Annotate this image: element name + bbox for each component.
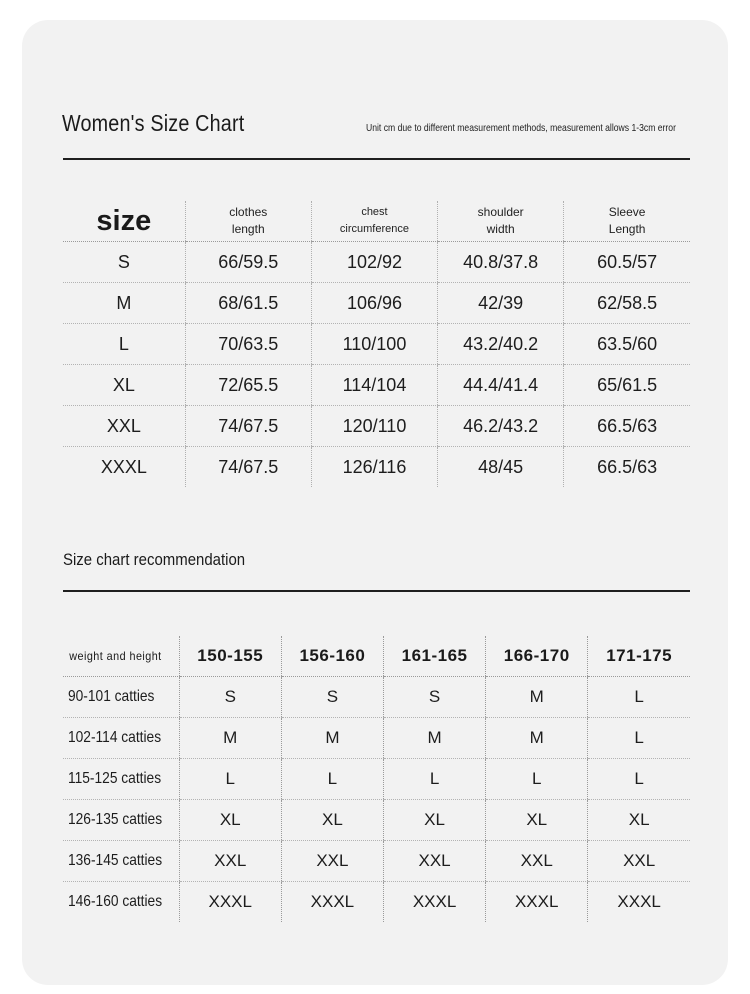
weight-row-label (63, 800, 179, 841)
table-row (63, 882, 690, 923)
table-row (63, 677, 690, 718)
recommended-size-cell: M (486, 677, 588, 718)
height-column-header: 166-170 (486, 636, 588, 677)
measurement-cell: 46.2/43.2 (438, 406, 564, 447)
table-row (63, 447, 690, 488)
measurement-cell: 62/58.5 (564, 283, 690, 324)
column-header-sleeve-length (564, 201, 690, 242)
size-label-cell: S (63, 242, 185, 283)
recommended-size-cell: XXXL (486, 882, 588, 923)
recommended-size-cell: XL (383, 800, 485, 841)
recommended-size-cell: XXXL (588, 882, 690, 923)
recommended-size-cell: L (179, 759, 281, 800)
weight-row-label-text: 115-125 catties (68, 770, 162, 787)
measurement-cell: 66/59.5 (185, 242, 311, 283)
table-row (63, 759, 690, 800)
size-label-cell: L (63, 324, 185, 365)
measurement-cell: 66.5/63 (564, 447, 690, 488)
size-label-cell: XXXL (100, 456, 147, 477)
recommended-size-cell: M (383, 718, 485, 759)
measurement-cell: 40.8/37.8 (438, 242, 564, 283)
measurement-cell: 65/61.5 (564, 365, 690, 406)
weight-row-label-text: 146-160 catties (68, 893, 163, 910)
page-title: Women's Size Chart (62, 110, 245, 136)
size-label-cell: XL (63, 365, 185, 406)
weight-row-label-text: 90-101 catties (68, 688, 155, 705)
measurement-cell: 102/92 (311, 242, 437, 283)
table-row (63, 406, 690, 447)
table-row (63, 800, 690, 841)
measurement-cell: 106/96 (311, 283, 437, 324)
recommended-size-cell: XXXL (281, 882, 383, 923)
size-label-cell: XXL (63, 406, 185, 447)
measurement-cell: 110/100 (311, 324, 437, 365)
header-line: chest (361, 206, 388, 218)
weight-row-label (63, 841, 179, 882)
column-header-chest-circumference (311, 201, 437, 242)
weight-row-label-text: 136-145 catties (68, 852, 163, 869)
measurement-cell: 63.5/60 (564, 324, 690, 365)
recommended-size-cell: L (588, 718, 690, 759)
size-chart-table (63, 201, 690, 487)
recommended-size-cell: S (281, 677, 383, 718)
measurement-cell: 42/39 (438, 283, 564, 324)
table-row (63, 718, 690, 759)
recommended-size-cell: XXXL (383, 882, 485, 923)
weight-row-label (63, 759, 179, 800)
measurement-cell: 114/104 (311, 365, 437, 406)
height-column-header: 161-165 (383, 636, 485, 677)
weight-row-label-text: 126-135 catties (68, 811, 163, 828)
height-column-header: 156-160 (281, 636, 383, 677)
title-divider (63, 158, 690, 160)
measurement-cell: 68/61.5 (185, 283, 311, 324)
header-line: Sleeve (608, 205, 646, 219)
recommended-size-cell: L (588, 759, 690, 800)
header-line: length (231, 222, 265, 236)
recommended-size-cell: S (179, 677, 281, 718)
size-label-cell: M (63, 283, 185, 324)
height-column-header: 171-175 (588, 636, 690, 677)
recommendation-title: Size chart recommendation (63, 550, 246, 569)
recommended-size-cell: XXL (486, 841, 588, 882)
measurement-cell: 66.5/63 (564, 406, 690, 447)
height-column-header: 150-155 (179, 636, 281, 677)
weight-row-label (63, 677, 179, 718)
recommendation-divider (63, 590, 690, 592)
weight-row-label-text: 102-114 catties (68, 729, 162, 746)
measurement-cell: 74/67.5 (185, 406, 311, 447)
measurement-cell: 126/116 (311, 447, 437, 488)
recommended-size-cell: L (281, 759, 383, 800)
weight-row-label (63, 882, 179, 923)
recommended-size-cell: L (588, 677, 690, 718)
recommended-size-cell: XXL (281, 841, 383, 882)
table-row (63, 242, 690, 283)
measurement-cell: 120/110 (311, 406, 437, 447)
header-line: width (486, 222, 515, 236)
measurement-cell: 60.5/57 (564, 242, 690, 283)
recommended-size-cell: XXL (588, 841, 690, 882)
header-line: Length (608, 222, 646, 236)
table-row (63, 365, 690, 406)
recommended-size-cell: XXL (383, 841, 485, 882)
recommended-size-cell: XXL (179, 841, 281, 882)
recommended-size-cell: XL (281, 800, 383, 841)
measurement-cell: 74/67.5 (185, 447, 311, 488)
header-line: circumference (339, 223, 409, 235)
recommended-size-cell: XL (486, 800, 588, 841)
size-chart-header-row (63, 201, 690, 242)
measurement-note: Unit cm due to different measurement methods, measurement allows 1-3cm error (366, 122, 676, 134)
column-header-shoulder-width (438, 201, 564, 242)
table-row (63, 324, 690, 365)
weight-row-label (63, 718, 179, 759)
recommended-size-cell: XL (588, 800, 690, 841)
measurement-cell: 72/65.5 (185, 365, 311, 406)
recommended-size-cell: L (383, 759, 485, 800)
table-row (63, 283, 690, 324)
recommended-size-cell: L (486, 759, 588, 800)
measurement-cell: 43.2/40.2 (438, 324, 564, 365)
recommended-size-cell: XL (179, 800, 281, 841)
weight-height-corner-label: weight and height (63, 636, 168, 677)
measurement-cell: 48/45 (438, 447, 564, 488)
recommendation-table (63, 636, 690, 922)
measurement-cell: 70/63.5 (185, 324, 311, 365)
recommended-size-cell: M (281, 718, 383, 759)
column-header-clothes-length (185, 201, 311, 242)
measurement-cell: 44.4/41.4 (438, 365, 564, 406)
header-line: clothes (229, 205, 268, 219)
table-row (63, 841, 690, 882)
recommended-size-cell: XXXL (179, 882, 281, 923)
recommended-size-cell: M (486, 718, 588, 759)
recommended-size-cell: S (383, 677, 485, 718)
header-line: shoulder (477, 205, 524, 219)
recommended-size-cell: M (179, 718, 281, 759)
recommendation-header-row (63, 636, 690, 677)
size-column-header: size (63, 201, 185, 242)
